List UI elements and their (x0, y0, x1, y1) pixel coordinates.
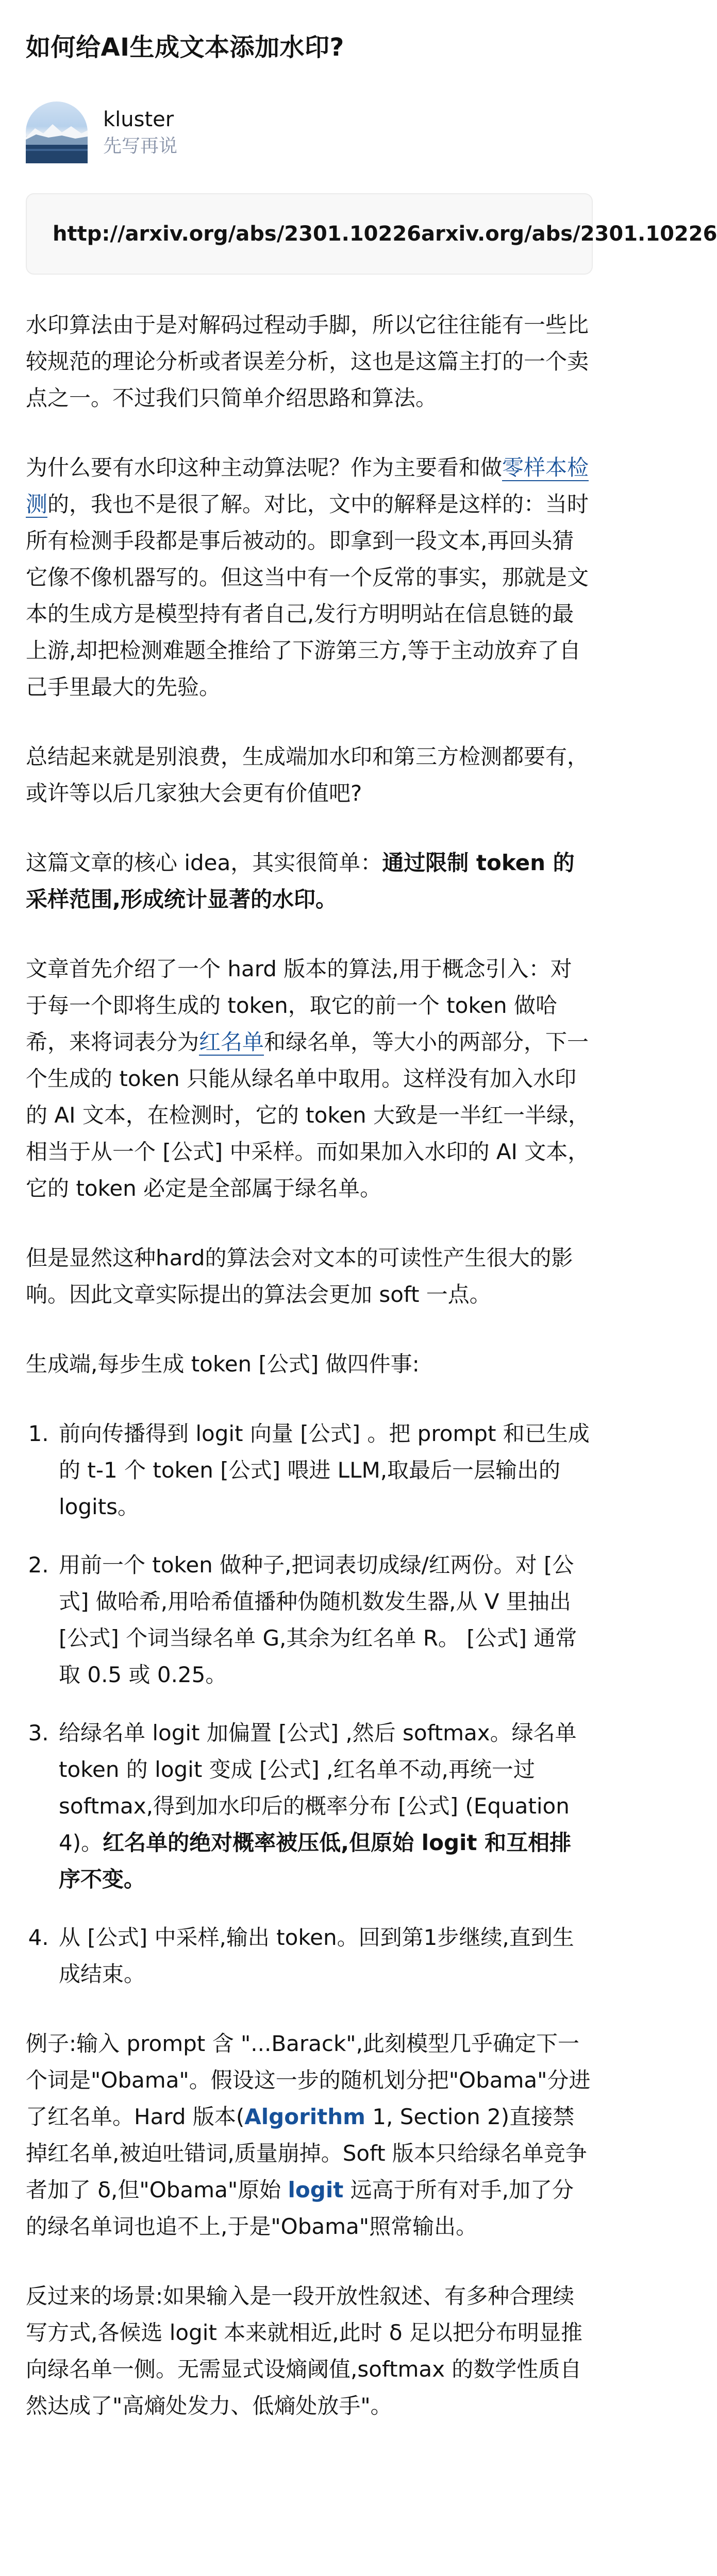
paragraph-core-idea (26, 844, 593, 918)
question-title[interactable]: 如何给AI生成文本添加水印? (26, 33, 344, 62)
link-zero-shot-detection[interactable]: 零样本检测 (26, 455, 589, 517)
paragraph-intro: 水印算法由于是对解码过程动手脚，所以它往往能有一些比较规范的理论分析或者误差分析，这也是这篇主打的一个卖点之一。不过我们只简单介绍思路和算法。 (26, 312, 589, 411)
step-text: 从 [公式] 中采样,输出 token。回到第1步继续,直到生成结束。 (59, 1925, 574, 1987)
author-headline: 先写再说 (103, 135, 178, 157)
text-segment: 这篇文章的核心 idea，其实很简单： (26, 850, 382, 875)
author-info (26, 101, 593, 163)
avatar-landscape-icon (26, 101, 88, 163)
list-item (56, 1415, 593, 1525)
steps-list (26, 1415, 593, 1992)
link-logit[interactable]: logit (288, 2177, 344, 2202)
step-text: 前向传播得到 logit 向量 [公式] 。把 prompt 和已生成的 t-1 个 token [公式] 喂进 LLM,取最后一层输出的 logits。 (59, 1421, 590, 1519)
paragraph-soft-version: 但是显然这种hard的算法会对文本的可读性产生很大的影响。因此文章实际提出的算法会更加 soft 一点。 (26, 1245, 573, 1307)
text-segment: 的，我也不是很了解。对比，文中的解释是这样的：当时所有检测手段都是事后被动的。即拿到一段文本,再回头猜它像不像机器写的。但这当中有一个反常的事实，那就是文本的生成方是模型持有者自己,发行方明明站在信息链的最上游,却把检测难题全推给了下游第三方,等于主动放弃了自己手里最大的先验。 (26, 492, 589, 700)
step-bold: 红名单的绝对概率被压低,但原始 logit 和互相排序不变。 (59, 1830, 572, 1892)
list-item (56, 1547, 593, 1693)
text-segment: 为什么要有水印这种主动算法呢？作为主要看和做 (26, 455, 503, 480)
list-item (56, 1715, 593, 1897)
paragraph-motivation (26, 449, 593, 705)
paragraph-hard-version (26, 951, 593, 1207)
step-text: 用前一个 token 做种子,把词表切成绿/红两份。对 [公式] 做哈希,用哈希值播种伪随机数发生器,从 V 里抽出 [公式] 个词当绿名单 G,其余为红名单 R。 [公式] 通常取 0.5 或 0.25。 (59, 1552, 577, 1687)
author-name[interactable]: kluster (103, 108, 174, 131)
paragraph-steps-intro: 生成端,每步生成 token [公式] 做四件事: (26, 1351, 420, 1377)
text-segment: 1, Section 2)直接禁掉红名单,被迫吐错词,质量崩掉。Soft 版本只给绿名单竞争者加了 δ,但"Obama"原始 (26, 2104, 587, 2202)
avatar[interactable] (26, 101, 88, 163)
paragraph-counter-example: 反过来的场景:如果输入是一段开放性叙述、有多种合理续写方式,各候选 logit 本来就相近,此时 δ 足以把分布明显推向绿名单一侧。无需显式设熵阈值,softmax 的数学性质自然达成了"高熵处发力、低熵处放手"。 (26, 2283, 582, 2418)
link-red-list[interactable]: 红名单 (199, 1029, 264, 1055)
paragraph-summary: 总结起来就是别浪费，生成端加水印和第三方检测都要有，或许等以后几家独大会更有价值吧? (26, 744, 589, 806)
answer-content (26, 307, 593, 2424)
link-card[interactable] (26, 193, 717, 275)
text-segment: 文章首先介绍了一个 hard 版本的算法,用于概念引入：对于每一个即将生成的 token，取它的前一个 token 做哈希，来将词表分为 (26, 956, 572, 1055)
bold-core-idea: 通过限制 token 的采样范围,形成统计显著的水印。 (26, 850, 575, 912)
link-algorithm[interactable]: Algorithm (244, 2104, 365, 2129)
link-card-url: http://arxiv.org/abs/2301.10226arxiv.org/abs/2301.10226 (53, 222, 717, 246)
text-segment: 远高于所有对手,加了分的绿名单词也追不上,于是"Obama"照常输出。 (26, 2177, 574, 2239)
text-segment: 和绿名单，等大小的两部分，下一个生成的 token 只能从绿名单中取用。这样没有加入水印的 AI 文本，在检测时，它的 token 大致是一半红一半绿，相当于从一个 [公式] 中采样。而如果加入水印的 AI 文本，它的 token 必定是全部属于绿名单。 (26, 1029, 590, 1201)
step-text: 给绿名单 logit 加偏置 [公式] ,然后 softmax。绿名单 token 的 logit 变成 [公式] ,红名单不动,再统一过 softmax,得到加水印后的概率分布 [公式] (Equation 4)。 (59, 1720, 577, 1855)
author-meta (103, 106, 177, 159)
paragraph-example (26, 2025, 593, 2245)
text-segment: 例子:输入 prompt 含 "...Barack",此刻模型几乎确定下一个词是"Obama"。假设这一步的随机划分把"Obama"分进了红名单。Hard 版本( (26, 2031, 591, 2129)
list-item (56, 1919, 593, 1992)
